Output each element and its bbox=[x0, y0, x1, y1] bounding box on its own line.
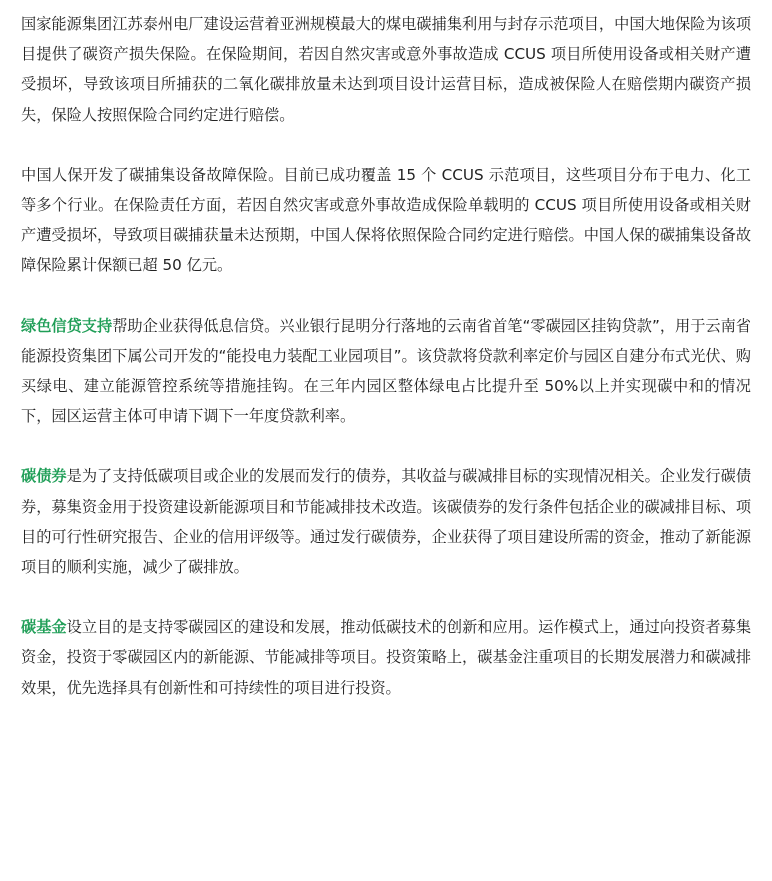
paragraph-green-credit bbox=[21, 311, 751, 432]
paragraph-text: 设立目的是支持零碳园区的建设和发展，推动低碳技术的创新和应用。运作模式上，通过向投资者募集资金，投资于零碳园区内的新能源、节能减排等项目。投资策略上，碳基金注重项目的长期发展潜力和碳减排效果，优先选择具有创新性和可持续性的项目进行投资。 bbox=[21, 618, 752, 697]
paragraph-text: 帮助企业获得低息信贷。兴业银行昆明分行落地的云南省首笔“零碳园区挂钩贷款”，用于云南省能源投资集团下属公司开发的“能投电力装配工业园项目”。该贷款将贷款利率定价与园区自建分布式光伏、购买绿电、建立能源管控系统等措施挂钩。在三年内园区整体绿电占比提升至 50%以上并实现碳中和的情况下，园区运营主体可申请下调下一年度贷款利率。 bbox=[21, 316, 751, 426]
paragraph-carbon-bond bbox=[21, 461, 751, 582]
highlight-term: 碳债券 bbox=[21, 467, 67, 486]
paragraph-tianmu-insurance bbox=[21, 0, 751, 130]
highlight-term: 绿色信贷支持 bbox=[21, 316, 113, 335]
paragraph-text: 国家能源集团江苏泰州电厂建设运营着亚洲规模最大的煤电碳捕集利用与封存示范项目，中国大地保险为该项目提供了碳资产损失保险。在保险期间，若因自然灾害或意外事故造成 CCUS 项目所使用设备或相关财产遭受损坏，导致该项目所捕获的二氧化碳排放量未达到项目设计运营目标，造成被保险人在赔偿期内碳资产损失，保险人按照保险合同约定进行赔偿。 bbox=[21, 15, 751, 124]
paragraph-carbon-fund bbox=[21, 612, 751, 703]
highlight-term: 碳基金 bbox=[21, 618, 67, 637]
paragraph-picc-insurance bbox=[21, 160, 751, 281]
paragraph-text: 中国人保开发了碳捕集设备故障保险。目前已成功覆盖 15 个 CCUS 示范项目，这些项目分布于电力、化工等多个行业。在保险责任方面，若因自然灾害或意外事故造成保险单载明的 CCUS 项目所使用设备或相关财产遭受损坏，导致项目碳捕获量未达预期，中国人保将依照保险合同约定进行赔偿。中国人保的碳捕集设备故障保险累计保额已超 50 亿元。 bbox=[21, 165, 751, 275]
paragraph-text: 是为了支持低碳项目或企业的发展而发行的债券，其收益与碳减排目标的实现情况相关。企业发行碳债券，募集资金用于投资建设新能源项目和节能减排技术改造。该碳债券的发行条件包括企业的碳减排目标、项目的可行性研究报告、企业的信用评级等。通过发行碳债券，企业获得了项目建设所需的资金，推动了新能源项目的顺利实施，减少了碳排放。 bbox=[21, 467, 752, 577]
